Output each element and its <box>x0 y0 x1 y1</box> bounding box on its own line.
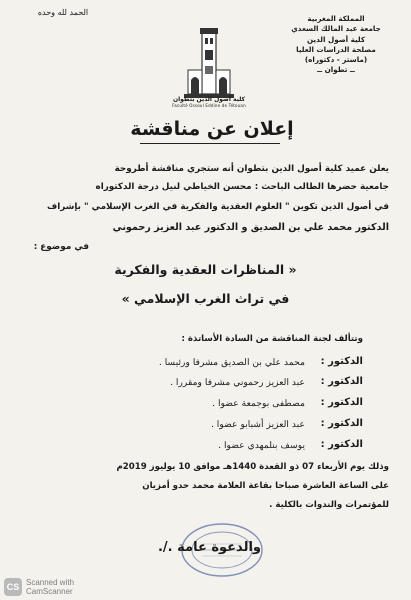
jury-member-name: يوسف بنلمهدي عضوا . <box>218 440 305 451</box>
body-line-2: جامعية حضرها الطالب الباحث : محسن الخياطي لنيل درجة الدكتوراه <box>95 182 389 192</box>
header-line: جامعة عبد المالك السعدي <box>291 24 381 34</box>
announcement-title: إعلان عن مناقشة <box>130 118 294 140</box>
camscanner-line-1: Scanned with <box>26 578 75 587</box>
subject-label: في موضوع : <box>33 242 89 252</box>
jury-member-name: عبد العزيز رحموني مشرفا ومقررا . <box>170 377 305 388</box>
supervisors-line: الدكتور محمد علي بن الصديق و الدكتور عبد العزيز رحموني <box>112 222 389 233</box>
header-line: مصلحة الدراسات العليا <box>296 44 376 54</box>
jury-member <box>63 356 363 372</box>
header-line: ــ تطوان ــ <box>317 65 355 75</box>
header-line: (ماستر - دكتوراه) <box>304 55 368 65</box>
jury-member <box>63 397 363 413</box>
jury-member-name: محمد علي بن الصديق مشرفا ورئيسا . <box>158 357 305 368</box>
jury-member-name: مصطفى بوجمعة عضوا . <box>212 398 305 409</box>
hamdala-text: الحمد لله وحده <box>37 8 89 17</box>
title-underline <box>140 143 280 144</box>
logo-caption <box>166 96 252 108</box>
date-line-3: للمؤتمرات والندوات بالكلية . <box>269 500 389 510</box>
body-line-1: يعلن عميد كلية أصول الدين بتطوان أنه ستجري مناقشة أطروحة <box>114 164 389 174</box>
header-line: المملكة المغربية <box>307 14 365 23</box>
jury-title-label: الدكتور : <box>320 439 363 450</box>
date-line-2: على الساعة العاشرة صباحا بقاعة العلامة محمد حدو أمزيان <box>142 481 389 491</box>
hamdala-header <box>28 8 98 17</box>
camscanner-logo-icon: CS <box>4 578 22 596</box>
jury-title-label: الدكتور : <box>320 397 363 408</box>
jury-member <box>63 439 363 455</box>
camscanner-text <box>26 578 74 596</box>
jury-member-name: عبد العزيز أشبابو عضوا . <box>210 419 305 430</box>
body-line-3: في أصول الدين تكوين " العلوم العقدية والفكرية في الغرب الإسلامي " بإشراف <box>47 202 389 212</box>
logo-caption-french: Faculté Ossoul Eddine de Tétouan <box>172 103 246 108</box>
jury-title-label: الدكتور : <box>320 418 363 429</box>
faculty-logo-icon <box>180 26 238 102</box>
thesis-title-line-1: « المناظرات العقدية والفكرية <box>114 262 297 277</box>
jury-member <box>63 376 363 392</box>
jury-intro: وتتألف لجنة المناقشة من السادة الأساتذة : <box>181 334 363 344</box>
header-line: كلية أصول الدين <box>306 34 366 44</box>
thesis-title-line-2: في تراث الغرب الإسلامي » <box>121 291 290 306</box>
date-line-1: وذلك يوم الأربعاء 07 ذو القعدة 1440هـ موافق 10 يوليوز 2019م <box>116 462 389 472</box>
logo-caption-arabic: كلية أصول الدين بتطوان <box>172 96 246 103</box>
jury-title-label: الدكتور : <box>320 376 363 387</box>
camscanner-line-2: CamScanner <box>26 587 73 596</box>
closing-invitation: والدعوة عامة ./. <box>157 540 261 555</box>
institution-header <box>277 14 395 76</box>
camscanner-watermark <box>0 576 110 600</box>
jury-member <box>63 418 363 434</box>
jury-title-label: الدكتور : <box>320 356 363 367</box>
